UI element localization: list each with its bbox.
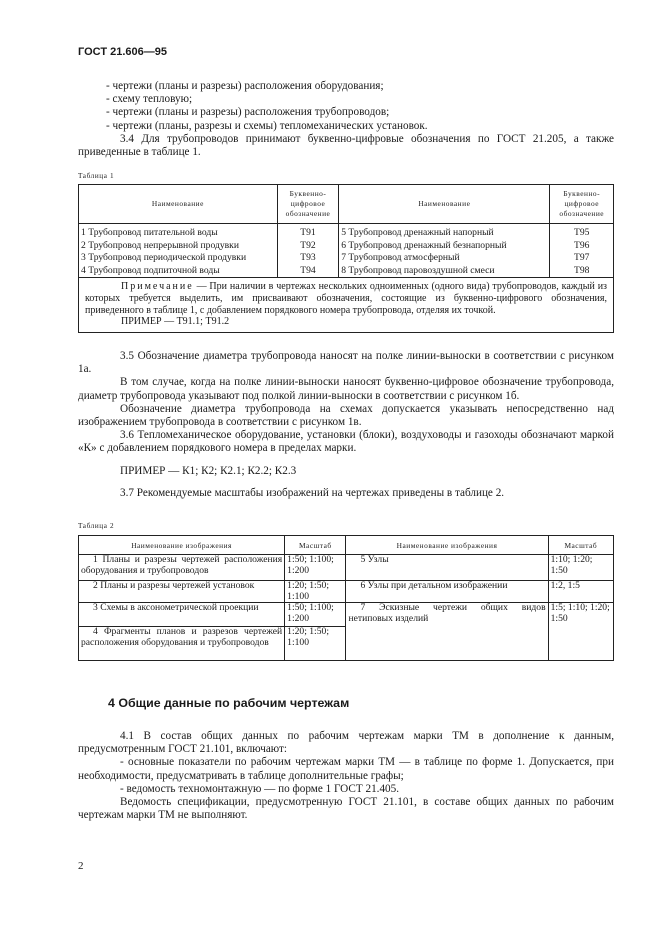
table2-cell: 5 Узлы [346, 555, 548, 581]
intro-item: - схему тепловую; [106, 93, 193, 106]
table1-header-code: Буквенно-цифровое обозначение [277, 185, 338, 224]
table2-cell: 1:2, 1:5 [548, 581, 613, 603]
table2-cell: 1:50; 1:100; 1:200 [285, 555, 346, 581]
note-example-text: — Т91.1; Т91.2 [164, 316, 230, 328]
paragraph-3-4: 3.4 Для трубопроводов принимают буквенно-цифровые обозначения по ГОСТ 21.205, а также приведенные в таблице 1. [78, 133, 614, 159]
table2-cell: 1:10; 1:20; 1:50 [548, 555, 613, 581]
table1-cell: 7 Трубопровод атмосферный [339, 252, 550, 265]
table1-cell: 2 Трубопровод непрерывной продувки [79, 240, 278, 253]
table1-cell: Т98 [550, 265, 614, 278]
example-3-6: ПРИМЕР — К1; К2; К2.1; К2.2; К2.3 [120, 464, 297, 477]
section-3-5 [78, 350, 614, 500]
paragraph-3-5: 3.5 Обозначение диаметра трубопровода наносят на полке линии-выноски в соответствии с рисунком 1а. [78, 350, 614, 376]
table2-cell: 1:5; 1:10; 1:20; 1:50 [548, 603, 613, 661]
table2-cell: 2 Планы и разрезы чертежей установок [79, 581, 285, 603]
table1-cell: Т96 [550, 240, 614, 253]
table2-caption: Таблица 2 [78, 522, 115, 530]
table1-cell: Т93 [277, 252, 338, 265]
table-1 [78, 184, 614, 333]
paragraph-4-1: 4.1 В состав общих данных по рабочим чертежам марки ТМ в дополнение к данным, предусмотренным ГОСТ 21.101, включают: [78, 730, 614, 756]
paragraph-4-1-last: Ведомость спецификации, предусмотренную ГОСТ 21.101, в составе общих данных по рабочим чертежам марки ТМ не выполняют. [78, 796, 614, 822]
paragraph-4-1-item: - основные показатели по рабочим чертежам марки ТМ — в таблице по форме 1. Допускается, при необходимости, предусматривать в таблице дополнительные графы; [78, 756, 614, 782]
table1-cell: 6 Трубопровод дренажный безнапорный [339, 240, 550, 253]
note-example-label: ПРИМЕР [121, 316, 162, 328]
table1-note [79, 278, 614, 332]
paragraph-4-1-item: - ведомость техномонтажную — по форме 1 ГОСТ 21.405. [120, 782, 400, 795]
table2-cell: 1:50; 1:100; 1:200 [285, 603, 346, 627]
table1-cell: Т92 [277, 240, 338, 253]
intro-item: - чертежи (планы и разрезы) расположения трубопроводов; [106, 106, 390, 119]
table1-cell: 4 Трубопровод подпиточной воды [79, 265, 278, 278]
intro-item: - чертежи (планы, разрезы и схемы) тепломеханических установок. [106, 119, 428, 132]
table2-header-name: Наименование изображения [79, 536, 285, 555]
table2-cell: 7 Эскизные чертежи общих видов нетиповых изделий [346, 603, 548, 661]
table2-header-scale: Масштаб [548, 536, 613, 555]
table1-cell: 3 Трубопровод периодической продувки [79, 252, 278, 265]
section-4-title: 4 Общие данные по рабочим чертежам [108, 696, 350, 710]
table1-caption: Таблица 1 [78, 172, 115, 180]
table1-cell: 5 Трубопровод дренажный напорный [339, 224, 550, 240]
table1-header-name: Наименование [79, 185, 278, 224]
table1-header-code: Буквенно-цифровое обозначение [550, 185, 614, 224]
table1-cell: Т95 [550, 224, 614, 240]
table2-header-name: Наименование изображения [346, 536, 548, 555]
section-4-1 [78, 730, 614, 822]
page-number: 2 [78, 860, 84, 872]
document-header: ГОСТ 21.606—95 [78, 46, 167, 58]
table1-cell: Т91 [277, 224, 338, 240]
table2-cell: 1:20; 1:50; 1:100 [285, 581, 346, 603]
table2-cell: 6 Узлы при детальном изображении [346, 581, 548, 603]
table1-cell: Т94 [277, 265, 338, 278]
table2-cell: 3 Схемы в аксонометрической проекции [79, 603, 285, 627]
paragraph-3-5b: В том случае, когда на полке линии-выноски наносят буквенно-цифровое обозначение трубопровода, диаметр трубопровода указывают под полкой линии-выноски в соответствии с рисунком 1б. [78, 376, 614, 402]
table2-cell: 1 Планы и разрезы чертежей расположения оборудования и трубопроводов [79, 555, 285, 581]
table2-header-scale: Масштаб [285, 536, 346, 555]
table1-cell: Т97 [550, 252, 614, 265]
table2-cell: 4 Фрагменты планов и разрезов чертежей расположения оборудования и трубопроводов [79, 627, 285, 661]
table1-cell: 8 Трубопровод паровоздушной смеси [339, 265, 550, 278]
note-label: Примечание [121, 281, 194, 293]
note-text: — При наличии в чертежах нескольких одноименных (одного вида) трубопроводов, каждый из которых требуется выделить, им присваивают обозначения, состоящие из буквенно-цифрового обозначения, приведенного в таблице 1, с добавлением порядкового номера трубопровода, отделяя их точкой. [85, 281, 607, 316]
table2-cell: 1:20; 1:50; 1:100 [285, 627, 346, 661]
paragraph-3-6: 3.6 Тепломеханическое оборудование, установки (блоки), воздуховоды и газоходы обозначают маркой «К» с добавлением порядкового номера в пределах марки. [78, 429, 614, 455]
paragraph-3-7: 3.7 Рекомендуемые масштабы изображений на чертежах приведены в таблице 2. [120, 486, 505, 499]
table1-header-name: Наименование [339, 185, 550, 224]
table-2 [78, 535, 614, 661]
intro-item: - чертежи (планы и разрезы) расположения оборудования; [106, 80, 384, 92]
paragraph-3-5c: Обозначение диаметра трубопровода на схемах допускается указывать непосредственно над изображением трубопровода в соответствии с рисунком 1в. [78, 402, 614, 429]
intro-list [106, 80, 566, 133]
table1-cell: 1 Трубопровод питательной воды [79, 224, 278, 240]
